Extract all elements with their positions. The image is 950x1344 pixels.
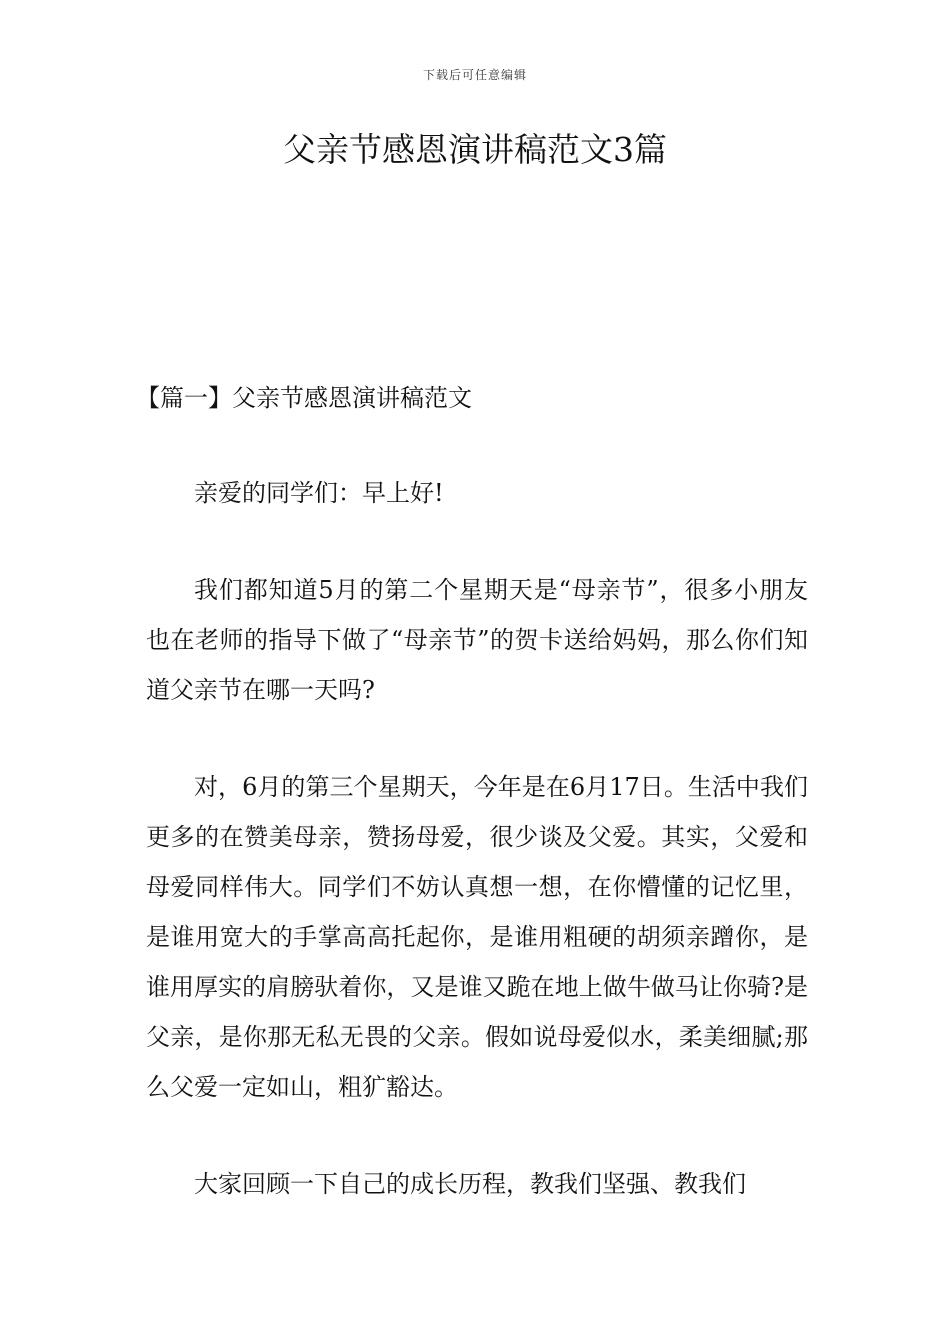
paragraph-greeting: 亲爱的同学们：早上好! <box>194 479 444 507</box>
document-body <box>136 378 808 1256</box>
paragraph-fathers-day: 对，6月的第三个星期天，今年是在6月17日。生活中我们更多的在赞美母亲，赞扬母爱，很少谈及父爱。其实，父爱和母爱同样伟大。同学们不妨认真想一想，在你懵懂的记忆里，是谁用宽大的手掌高高托起你，是谁用粗硬的胡须亲蹭你，是谁用厚实的肩膀驮着你，又是谁又跪在地上做牛做马让你骑?是父亲，是你那无私无畏的父亲。假如说母爱似水，柔美细腻;那么父爱一定如山，粗犷豁达。 <box>146 773 808 1101</box>
paragraph-mothers-day: 我们都知道5月的第二个星期天是“母亲节”，很多小朋友也在老师的指导下做了“母亲节”的贺卡送给妈妈，那么你们知道父亲节在哪一天吗? <box>146 576 808 704</box>
paragraph-growth: 大家回顾一下自己的成长历程，教我们坚强、教我们 <box>194 1170 746 1198</box>
section-heading: 【篇一】父亲节感恩演讲稿范文 <box>136 384 472 412</box>
header-note: 下载后可任意编辑 <box>422 68 527 82</box>
document-title: 父亲节感恩演讲稿范文3篇 <box>283 130 667 169</box>
